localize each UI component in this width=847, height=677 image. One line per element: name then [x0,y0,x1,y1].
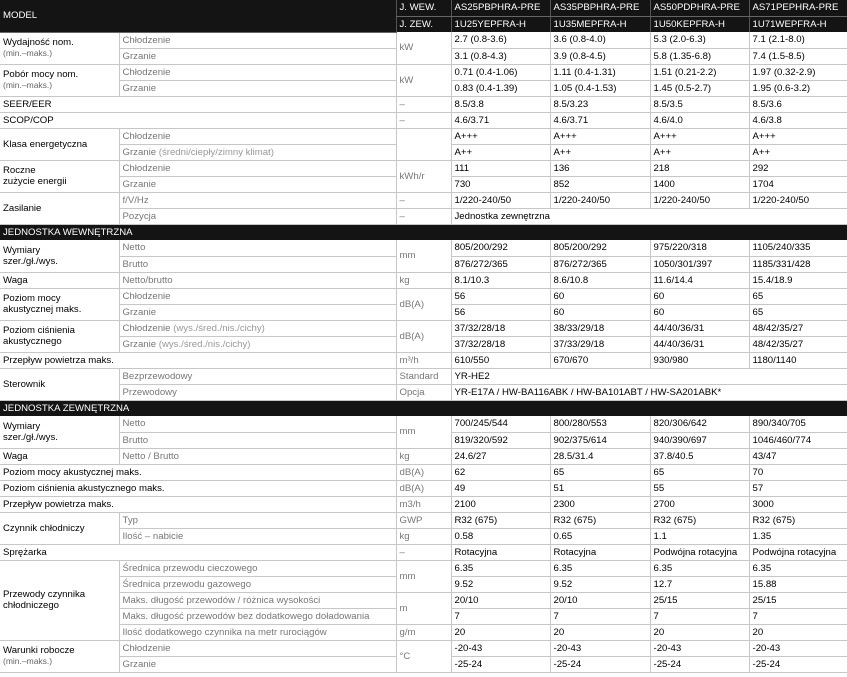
indoor-model: AS50PDPHRA-PRE [650,0,749,16]
unit: – [396,208,451,224]
table-row [0,240,847,256]
cell: 136 [550,160,650,176]
cell: 1.11 (0.4-1.31) [550,64,650,80]
row-sublabel: Netto [119,416,396,432]
row-sublabel: Średnica przewodu cieczowego [119,560,396,576]
row-sublabel: Pozycja [119,208,396,224]
row-sublabel: Brutto [119,432,396,448]
cell: 8.5/3.8 [451,96,550,112]
row-label: Czynnik chłodniczy [0,512,119,544]
cell: 700/245/544 [451,416,550,432]
row-sublabel: Chłodzenie [119,288,396,304]
cell: 876/272/365 [451,256,550,272]
cell: 2100 [451,496,550,512]
cell: 60 [550,304,650,320]
cell: 1185/331/428 [749,256,847,272]
cell: 6.35 [550,560,650,576]
section-header [0,224,847,240]
cell: R32 (675) [550,512,650,528]
outdoor-model: 1U50KEPFRA-H [650,16,749,32]
row-label: Sprężarka [0,544,396,560]
cell: 5.3 (2.0-6.3) [650,32,749,48]
cell: 730 [451,176,550,192]
row-sublabel: Brutto [119,256,396,272]
cell: 37/33/29/18 [550,336,650,352]
unit: Standard [396,368,451,384]
outdoor-model: 1U35MEPFRA-H [550,16,650,32]
cell: R32 (675) [650,512,749,528]
cell: 25/15 [749,592,847,608]
cell: A++ [749,144,847,160]
cell: 805/200/292 [550,240,650,256]
cell: 11.6/14.4 [650,272,749,288]
cell: 24.6/27 [451,448,550,464]
unit: kWh/r [396,160,451,192]
cell: 1105/240/335 [749,240,847,256]
row-sublabel: Maks. długość przewodów bez dodatkowego doładowania [119,608,396,624]
row-sublabel: Ilość dodatkowego czynnika na metr rurociągów [119,624,396,640]
cell: 6.35 [650,560,749,576]
cell: A+++ [550,128,650,144]
unit: mm [396,416,451,448]
cell: 3.6 (0.8-4.0) [550,32,650,48]
cell: 1.97 (0.32-2.9) [749,64,847,80]
cell: 70 [749,464,847,480]
row-sublabel: Grzanie (średni/ciepły/zimny klimat) [119,144,396,160]
unit: kg [396,272,451,288]
cell: Podwójna rotacyjna [650,544,749,560]
row-sublabel: Przewodowy [119,384,396,400]
row-sublabel: Chłodzenie [119,32,396,48]
section-header [0,400,847,416]
cell: 38/33/29/18 [550,320,650,336]
row-label: Poziom ciśnienia akustycznego maks. [0,480,396,496]
unit: GWP [396,512,451,528]
cell: 800/280/553 [550,416,650,432]
cell: 2700 [650,496,749,512]
indoor-model: AS25PBPHRA-PRE [451,0,550,16]
cell: 2300 [550,496,650,512]
row-sublabel: Bezprzewodowy [119,368,396,384]
cell: 975/220/318 [650,240,749,256]
cell: 60 [650,288,749,304]
cell: 930/980 [650,352,749,368]
cell: Rotacyjna [550,544,650,560]
cell: R32 (675) [451,512,550,528]
row-label: Roczne zużycie energii [0,160,119,192]
table-row [0,384,847,400]
cell: 805/200/292 [451,240,550,256]
cell: A+++ [749,128,847,144]
cell: 1/220-240/50 [650,192,749,208]
cell: 4.6/3.71 [550,112,650,128]
cell: 902/375/614 [550,432,650,448]
unit: dB(A) [396,320,451,352]
table-row [0,272,847,288]
cell: 25/15 [650,592,749,608]
row-label: Przepływ powietrza maks. [0,352,396,368]
cell: 1/220-240/50 [451,192,550,208]
table-row [0,640,847,656]
cell: 6.35 [451,560,550,576]
row-sublabel: Chłodzenie [119,64,396,80]
cell: 4.6/4.0 [650,112,749,128]
cell: 44/40/36/31 [650,336,749,352]
cell: -20-43 [451,640,550,656]
cell: -25-24 [650,656,749,672]
row-sublabel: Grzanie (wys./śred./nis./cichy) [119,336,396,352]
cell: 65 [749,304,847,320]
unit: °C [396,640,451,672]
section-title: JEDNOSTKA ZEWNĘTRZNA [0,400,847,416]
row-label: SCOP/COP [0,112,396,128]
table-row [0,32,847,48]
cell: 820/306/642 [650,416,749,432]
unit: mm [396,560,451,592]
cell: 57 [749,480,847,496]
cell: 62 [451,464,550,480]
unit: mm [396,240,451,272]
cell: 7.1 (2.1-8.0) [749,32,847,48]
row-sublabel: Chłodzenie [119,128,396,144]
cell: 37.8/40.5 [650,448,749,464]
row-sublabel: Netto [119,240,396,256]
table-row [0,160,847,176]
row-sublabel: Grzanie [119,304,396,320]
cell: 0.83 (0.4-1.39) [451,80,550,96]
table-row [0,320,847,336]
row-sublabel: f/V/Hz [119,192,396,208]
unit: kW [396,32,451,64]
table-row [0,560,847,576]
cell: 3.9 (0.8-4.5) [550,48,650,64]
unit: – [396,112,451,128]
cell: 55 [650,480,749,496]
unit: m3/h [396,496,451,512]
table-row [0,112,847,128]
cell: 44/40/36/31 [650,320,749,336]
table-row [0,512,847,528]
cell: A+++ [451,128,550,144]
cell: -25-24 [550,656,650,672]
row-sublabel: Netto / Brutto [119,448,396,464]
cell: 1.1 [650,528,749,544]
table-row [0,464,847,480]
cell: 5.8 (1.35-6.8) [650,48,749,64]
cell: 20 [451,624,550,640]
cell: A++ [550,144,650,160]
cell: Jednostka zewnętrzna [451,208,847,224]
unit: Opcja [396,384,451,400]
cell: 43/47 [749,448,847,464]
cell: 65 [749,288,847,304]
row-label: Sterownik [0,368,119,400]
unit [396,128,451,160]
unit: m³/h [396,352,451,368]
cell: 49 [451,480,550,496]
row-sublabel: Grzanie [119,656,396,672]
cell: -25-24 [749,656,847,672]
cell: 4.6/3.8 [749,112,847,128]
cell: 890/340/705 [749,416,847,432]
row-sublabel: Netto/brutto [119,272,396,288]
row-label: SEER/EER [0,96,396,112]
unit: – [396,192,451,208]
cell: A+++ [650,128,749,144]
row-label: Warunki robocze (min.–maks.) [0,640,119,672]
cell: Rotacyjna [451,544,550,560]
unit: – [396,96,451,112]
unit: – [396,544,451,560]
cell: 4.6/3.71 [451,112,550,128]
cell: 7 [550,608,650,624]
cell: 1/220-240/50 [749,192,847,208]
row-sublabel: Grzanie [119,176,396,192]
cell: 111 [451,160,550,176]
cell: 7.4 (1.5-8.5) [749,48,847,64]
cell: 28.5/31.4 [550,448,650,464]
cell: 1704 [749,176,847,192]
table-row [0,448,847,464]
header-row-indoor [0,0,847,16]
row-label: Wydajność nom. (min.–maks.) [0,32,119,64]
cell: A++ [650,144,749,160]
unit: dB(A) [396,464,451,480]
unit: kg [396,448,451,464]
cell: 7 [451,608,550,624]
row-sublabel: Maks. długość przewodów / różnica wysokości [119,592,396,608]
cell: 15.88 [749,576,847,592]
cell: 1046/460/774 [749,432,847,448]
row-label: Wymiary szer./gł./wys. [0,416,119,448]
cell: 20/10 [451,592,550,608]
outdoor-model: 1U25YEPFRA-H [451,16,550,32]
section-title: JEDNOSTKA WEWNĘTRZNA [0,224,847,240]
cell: 20 [550,624,650,640]
cell: 48/42/35/27 [749,336,847,352]
cell: 218 [650,160,749,176]
cell: -25-24 [451,656,550,672]
row-label: Waga [0,448,119,464]
cell: 1180/1140 [749,352,847,368]
cell: 3000 [749,496,847,512]
model-label: MODEL [0,0,396,32]
table-row [0,592,847,608]
cell: 1.95 (0.6-3.2) [749,80,847,96]
cell: 56 [451,304,550,320]
cell: -20-43 [749,640,847,656]
cell: 65 [550,464,650,480]
table-row [0,64,847,80]
cell: 8.5/3.23 [550,96,650,112]
row-label: Pobór mocy nom. (min.–maks.) [0,64,119,96]
cell: 292 [749,160,847,176]
row-label: Poziom ciśnienia akustycznego [0,320,119,352]
cell: 0.58 [451,528,550,544]
cell: 9.52 [550,576,650,592]
indoor-model: AS71PEPHRA-PRE [749,0,847,16]
cell: Podwójna rotacyjna [749,544,847,560]
row-label: Poziom mocy akustycznej maks. [0,464,396,480]
row-sublabel: Chłodzenie (wys./śred./nis./cichy) [119,320,396,336]
table-row [0,496,847,512]
cell: A++ [451,144,550,160]
row-sublabel: Chłodzenie [119,640,396,656]
table-row [0,96,847,112]
cell: 8.6/10.8 [550,272,650,288]
table-row [0,480,847,496]
cell: 15.4/18.9 [749,272,847,288]
cell: 1/220-240/50 [550,192,650,208]
unit: m [396,592,451,624]
cell: YR-HE2 [451,368,847,384]
row-label: Wymiary szer./gł./wys. [0,240,119,272]
cell: 940/390/697 [650,432,749,448]
table-row [0,624,847,640]
cell: 8.1/10.3 [451,272,550,288]
cell: 37/32/28/18 [451,320,550,336]
row-label: Poziom mocy akustycznej maks. [0,288,119,320]
unit: dB(A) [396,288,451,320]
table-row [0,528,847,544]
indoor-model: AS35PBPHRA-PRE [550,0,650,16]
cell: 65 [650,464,749,480]
cell: 1.51 (0.21-2.2) [650,64,749,80]
outdoor-model: 1U71WEPFRA-H [749,16,847,32]
cell: 6.35 [749,560,847,576]
cell: 20 [650,624,749,640]
row-label: Przepływ powietrza maks. [0,496,396,512]
cell: 37/32/28/18 [451,336,550,352]
cell: 852 [550,176,650,192]
row-label: Zasilanie [0,192,119,224]
cell: YR-E17A / HW-BA116ABK / HW-BA101ABT / HW-SA201ABK* [451,384,847,400]
cell: 20/10 [550,592,650,608]
cell: 1.35 [749,528,847,544]
cell: 1400 [650,176,749,192]
unit: kW [396,64,451,96]
cell: 9.52 [451,576,550,592]
table-row [0,352,847,368]
cell: 8.5/3.6 [749,96,847,112]
cell: 819/320/592 [451,432,550,448]
cell: 12.7 [650,576,749,592]
table-row [0,128,847,144]
table-row [0,192,847,208]
cell: R32 (675) [749,512,847,528]
cell: -20-43 [550,640,650,656]
row-sublabel: Typ [119,512,396,528]
row-label: Waga [0,272,119,288]
row-sublabel: Grzanie [119,48,396,64]
cell: 7 [749,608,847,624]
cell: 670/670 [550,352,650,368]
indoor-code-label: J. WEW. [396,0,451,16]
outdoor-code-label: J. ZEW. [396,16,451,32]
table-row [0,544,847,560]
cell: 1.45 (0.5-2.7) [650,80,749,96]
table-row [0,368,847,384]
cell: 7 [650,608,749,624]
row-sublabel: Ilość – nabicie [119,528,396,544]
cell: 51 [550,480,650,496]
cell: 1050/301/397 [650,256,749,272]
unit: kg [396,528,451,544]
row-label: Przewody czynnika chłodniczego [0,560,119,640]
cell: 8.5/3.5 [650,96,749,112]
cell: 2.7 (0.8-3.6) [451,32,550,48]
cell: 0.71 (0.4-1.06) [451,64,550,80]
unit: dB(A) [396,480,451,496]
row-label: Klasa energetyczna [0,128,119,160]
row-sublabel: Chłodzenie [119,160,396,176]
cell: 60 [650,304,749,320]
cell: 610/550 [451,352,550,368]
cell: 876/272/365 [550,256,650,272]
unit: g/m [396,624,451,640]
table-row [0,288,847,304]
cell: 56 [451,288,550,304]
table-row [0,208,847,224]
row-sublabel: Grzanie [119,80,396,96]
cell: 20 [749,624,847,640]
cell: 1.05 (0.4-1.53) [550,80,650,96]
cell: 48/42/35/27 [749,320,847,336]
cell: 60 [550,288,650,304]
cell: -20-43 [650,640,749,656]
table-row [0,416,847,432]
cell: 0.65 [550,528,650,544]
cell: 3.1 (0.8-4.3) [451,48,550,64]
row-sublabel: Średnica przewodu gazowego [119,576,396,592]
